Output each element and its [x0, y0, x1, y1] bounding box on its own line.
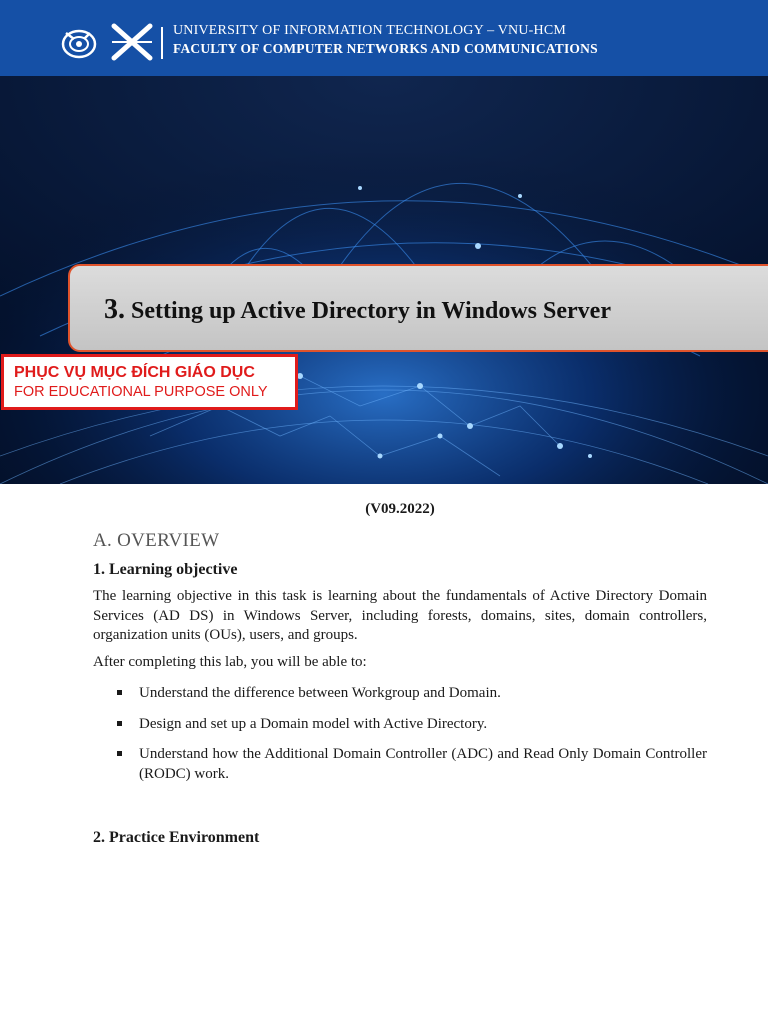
- bullet-square-icon: [117, 751, 122, 756]
- objectives-list: [93, 684, 707, 795]
- university-name: UNIVERSITY OF INFORMATION TECHNOLOGY – VNU-HCM: [173, 23, 567, 38]
- learning-objective-paragraph: The learning objective in this task is learning about the fundamentals of Active Directory Domain Services (AD DS) in Windows Server, including forests, domains, sites, domain controllers, organization units (OUs), users, and groups.: [93, 588, 707, 643]
- bullet-square-icon: [117, 690, 122, 695]
- notice-vietnamese: PHỤC VỤ MỤC ĐÍCH GIÁO DỤC: [14, 364, 255, 381]
- subheading-learning-objective: 1. Learning objective: [93, 561, 238, 578]
- educational-notice: [1, 354, 298, 410]
- title-box: [68, 264, 768, 352]
- document-title: [104, 294, 611, 326]
- bullet-square-icon: [117, 721, 122, 726]
- cover-banner: [0, 76, 768, 484]
- title-number: 3.: [104, 294, 125, 325]
- list-item: [93, 745, 707, 784]
- subheading-practice-environment: 2. Practice Environment: [93, 829, 260, 846]
- document-version: (V09.2022): [365, 501, 435, 517]
- faculty-name: FACULTY OF COMPUTER NETWORKS AND COMMUNICATIONS: [173, 41, 598, 56]
- notice-english: FOR EDUCATIONAL PURPOSE ONLY: [14, 384, 268, 400]
- header-bar: [0, 0, 768, 76]
- faculty-logo-icon: [110, 22, 154, 62]
- section-heading-overview: A. OVERVIEW: [93, 530, 220, 551]
- header-divider: [161, 27, 163, 59]
- list-item: [93, 715, 707, 735]
- title-text: Setting up Active Directory in Windows Server: [131, 298, 611, 324]
- after-lab-paragraph: After completing this lab, you will be able to:: [93, 654, 367, 670]
- list-item-text: Understand how the Additional Domain Controller (ADC) and Read Only Domain Controller (RODC) work.: [139, 746, 707, 782]
- list-item: [93, 684, 707, 704]
- list-item-text: Design and set up a Domain model with Active Directory.: [139, 715, 488, 732]
- university-logo-icon: [60, 24, 98, 62]
- list-item-text: Understand the difference between Workgroup and Domain.: [139, 685, 501, 701]
